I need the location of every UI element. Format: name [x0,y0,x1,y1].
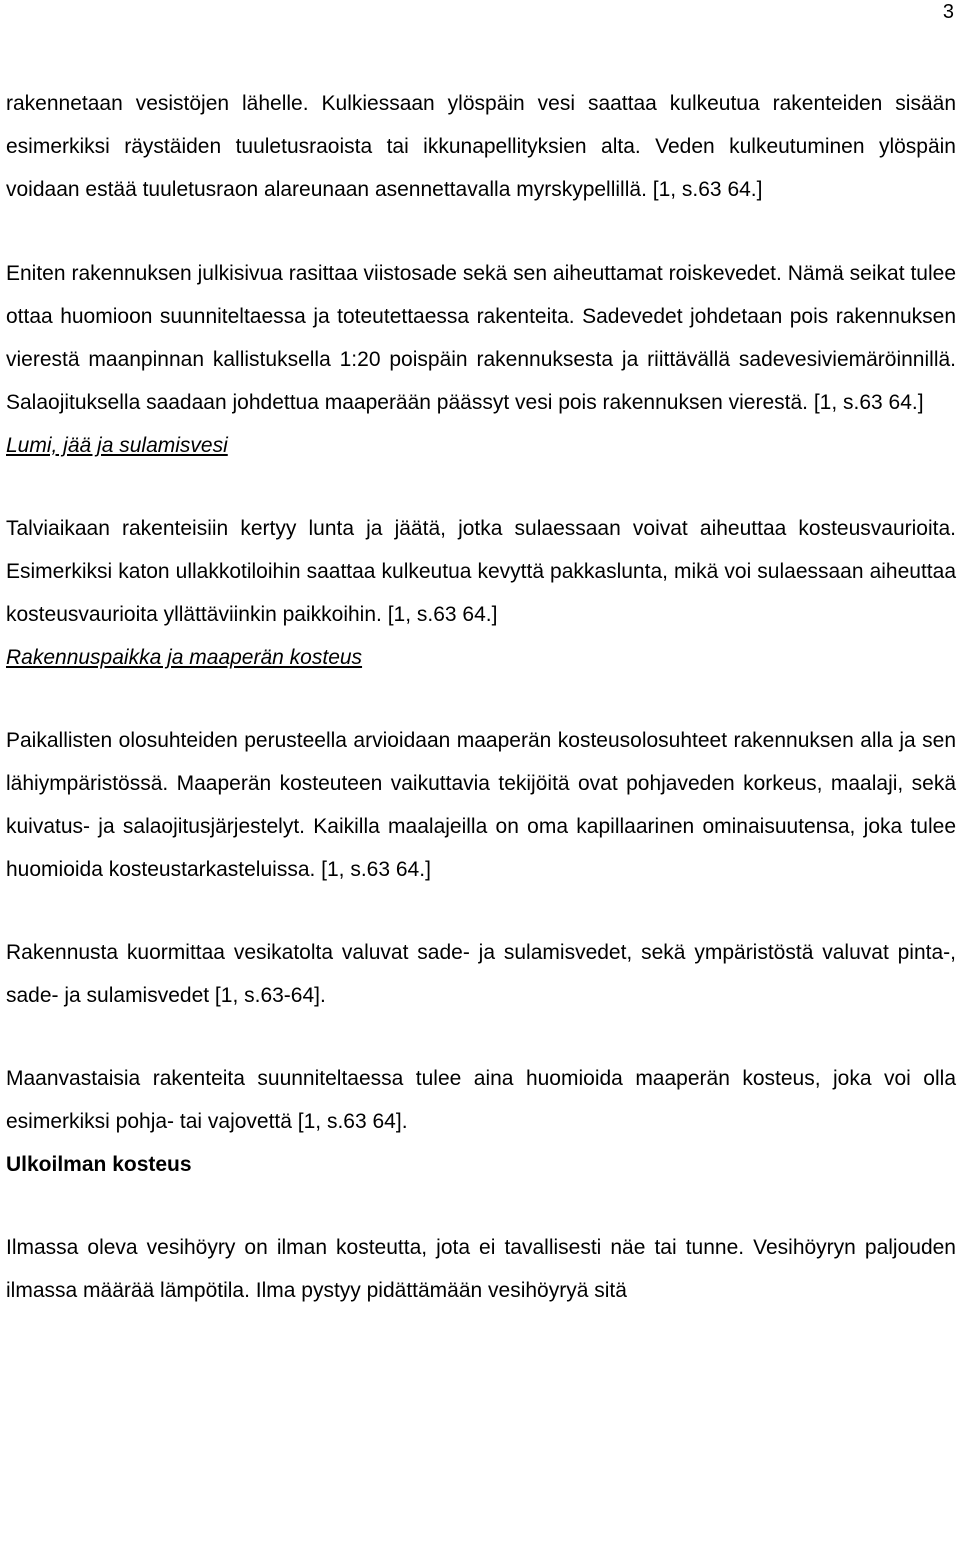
paragraph-driving-rain: Eniten rakennuksen julkisivua rasittaa viistosade sekä sen aiheuttamat roiskevedet. Nämä seikat tulee ottaa huomioon suunniteltaessa ja toteutettaessa rakenteita. Sadevedet johdetaan pois rakennuksen vierestä maanpinnan kallistuksella 1:20 poispäin rakennuksesta ja riittävällä sadevesiviemäröinnillä. Salaojituksella saadaan johdettua maaperään päässyt vesi pois rakennuksen vierestä. [1, s.63 64.] [6,262,956,414]
paragraph-ground-structures: Maanvastaisia rakenteita suunniteltaessa tulee aina huomioida maaperän kosteus, joka voi olla esimerkiksi pohja- tai vajovettä [1, s.63 64]. [6,1067,956,1133]
paragraph-outdoor-humidity: Ilmassa oleva vesihöyry on ilman kosteutta, jota ei tavallisesti näe tai tunne. Vesihöyryn paljouden ilmassa määrää lämpötila. Ilma pystyy pidättämään vesihöyryä sitä [6,1236,956,1302]
page-number: 3 [942,1,954,23]
paragraph-soil-moisture: Paikallisten olosuhteiden perusteella arvioidaan maaperän kosteusolosuhteet rakennuksen alla ja sen lähiympäristössä. Maaperän kosteuteen vaikuttavia tekijöitä ovat pohjaveden korkeus, maalaji, sekä kuivatus- ja salaojitusjärjestelyt. Kaikilla maalajeilla on oma kapillaarinen ominaisuutensa, joka tulee huomioida kosteustarkasteluissa. [1, s.63 64.] [6,729,956,881]
paragraph-rising-water: rakennetaan vesistöjen lähelle. Kulkiessaan ylöspäin vesi saattaa kulkeutua rakenteiden sisään esimerkiksi räystäiden tuuletusraoista tai ikkunapellityksien alta. Veden kulkeutuminen ylöspäin voidaan estää tuuletusraon alareunaan asennettavalla myrskypellillä. [1, s.63 64.] [6,92,956,201]
document-body [6,82,956,1312]
section-heading-outdoor-humidity: Ulkoilman kosteus [6,1153,192,1176]
section-heading-building-site: Rakennuspaikka ja maaperän kosteus [6,646,363,669]
paragraph-snow-ice: Talviaikaan rakenteisiin kertyy lunta ja jäätä, jotka sulaessaan voivat aiheuttaa kosteusvaurioita. Esimerkiksi katon ullakkotiloihin saattaa kulkeutua kevyttä pakkaslunta, mikä voi sulaessaan aiheuttaa kosteusvaurioita yllättäviinkin paikkoihin. [1, s.63 64.] [6,517,956,626]
paragraph-roof-runoff: Rakennusta kuormittaa vesikatolta valuvat sade- ja sulamisvedet, sekä ympäristöstä valuvat pinta-, sade- ja sulamisvedet [1, s.63-64]. [6,941,956,1007]
section-heading-snow-ice: Lumi, jää ja sulamisvesi [6,434,228,457]
